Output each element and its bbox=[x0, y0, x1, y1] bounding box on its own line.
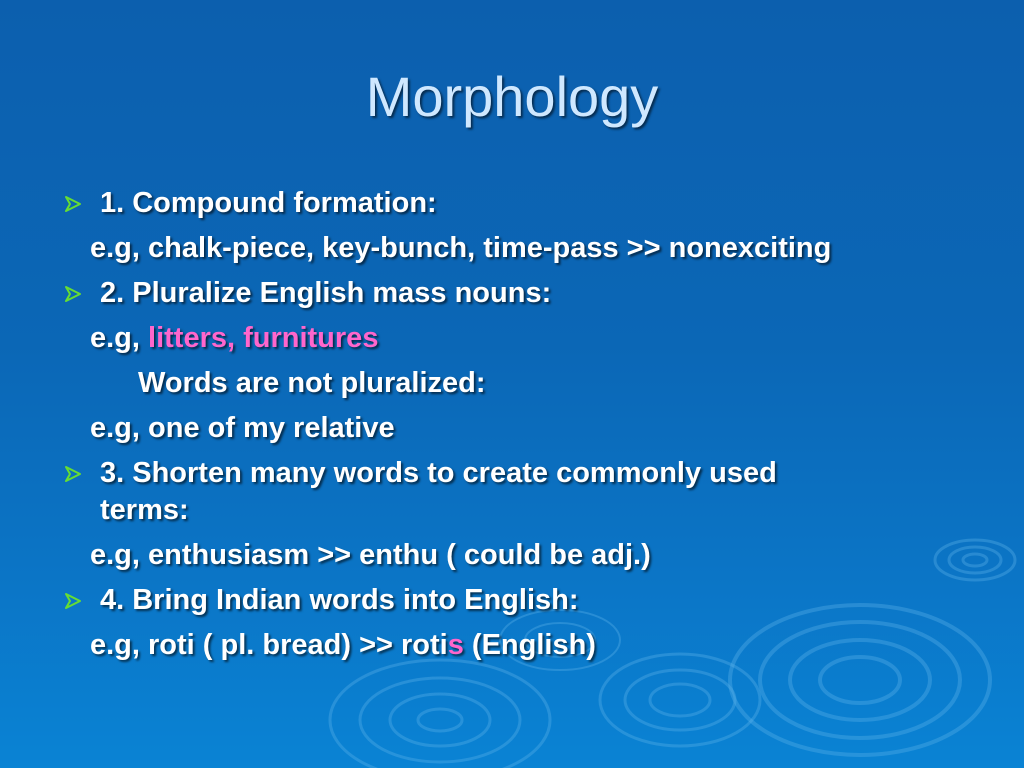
example-prefix: e.g, roti ( pl. bread) >> roti bbox=[90, 629, 448, 661]
item-shorten-words-cont: terms: bbox=[100, 494, 189, 526]
item-indian-words: 4. Bring Indian words into English: bbox=[100, 584, 579, 616]
subitem-not-pluralized: Words are not pluralized: bbox=[138, 367, 486, 399]
item-shorten-words: 3. Shorten many words to create commonly used bbox=[100, 457, 777, 489]
chevron-arrow-icon bbox=[64, 195, 82, 213]
example-prefix: e.g, bbox=[90, 322, 149, 354]
chevron-arrow-icon bbox=[64, 285, 82, 303]
example-shorten: e.g, enthusiasm >> enthu ( could be adj.) bbox=[90, 539, 651, 571]
chevron-arrow-icon bbox=[64, 465, 82, 483]
example-pluralize bbox=[90, 320, 378, 356]
example-indian-words bbox=[90, 627, 596, 663]
example-compound: e.g, chalk-piece, key-bunch, time-pass >> nonexciting bbox=[90, 232, 832, 264]
item-pluralize: 2. Pluralize English mass nouns: bbox=[100, 277, 552, 309]
chevron-arrow-icon bbox=[64, 592, 82, 610]
highlighted-suffix: s bbox=[447, 629, 464, 661]
highlighted-words: litters, furnitures bbox=[148, 322, 379, 354]
example-not-pluralized: e.g, one of my relative bbox=[90, 412, 395, 444]
item-compound-formation: 1. Compound formation: bbox=[100, 187, 437, 219]
slide-title: Morphology bbox=[365, 65, 659, 128]
example-suffix: (English) bbox=[463, 629, 596, 661]
